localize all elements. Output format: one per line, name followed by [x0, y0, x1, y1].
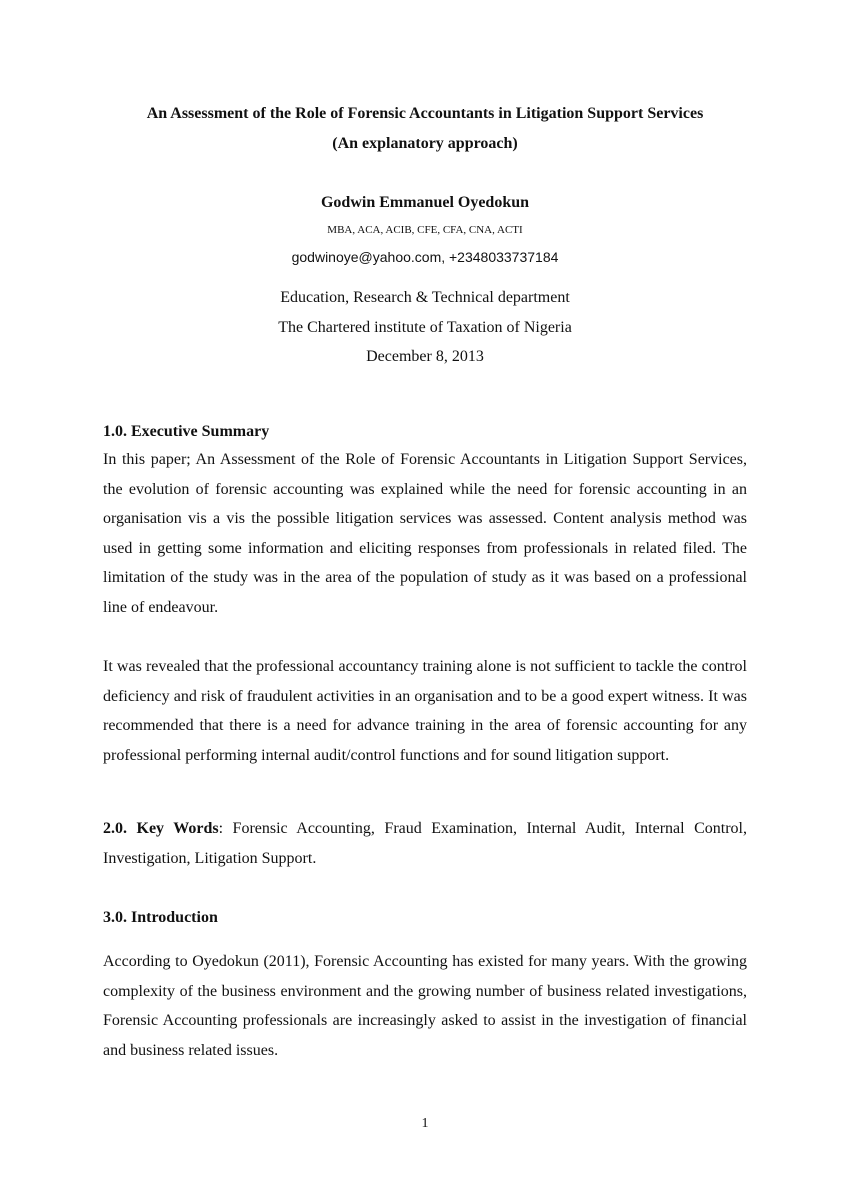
author-credentials: MBA, ACA, ACIB, CFE, CFA, CNA, ACTI — [327, 224, 523, 236]
paper-subtitle: (An explanatory approach) — [332, 135, 518, 152]
author-contact: godwinoye@yahoo.com, +2348033737184 — [291, 249, 559, 265]
introduction-paragraph-1: According to Oyedokun (2011), Forensic Accounting has existed for many years. With the growing complexity of the business environment and the growing number of business related investigations, Forensic Accounting professionals are increasingly asked to assist in the investigation of financial and business related issues. — [103, 953, 747, 1059]
keywords-text: : Forensic Accounting, Fraud Examination, Internal Audit, Internal Control, Investigation, Litigation Support. — [103, 820, 747, 867]
author-institute: The Chartered institute of Taxation of Nigeria — [278, 319, 572, 336]
keywords-paragraph — [103, 814, 747, 873]
author-name: Godwin Emmanuel Oyedokun — [320, 194, 530, 211]
section-heading-executive-summary: 1.0. Executive Summary — [103, 423, 270, 440]
paper-title: An Assessment of the Role of Forensic Accountants in Litigation Support Services — [146, 105, 704, 122]
summary-paragraph-2: It was revealed that the professional accountancy training alone is not sufficient to tackle the control deficiency and risk of fraudulent activities in an organisation and to be a good expert witness. It was recommended that there is a need for advance training in the area of forensic accounting for any professional performing internal audit/control functions and for sound litigation support. — [103, 658, 747, 764]
paper-date: December 8, 2013 — [366, 348, 484, 365]
section-heading-introduction: 3.0. Introduction — [103, 909, 218, 926]
summary-paragraph-1: In this paper; An Assessment of the Role of Forensic Accountants in Litigation Support Services, the evolution of forensic accounting was explained while the need for forensic accounting in an organisation vis a vis the possible litigation services was assessed. Content analysis method was used in getting some information and eliciting responses from professionals in related filed. The limitation of the study was in the area of the population of study as it was based on a professional line of endeavour. — [103, 451, 747, 616]
author-department: Education, Research & Technical department — [280, 289, 570, 306]
page-number: 1 — [421, 1116, 429, 1131]
keywords-label: 2.0. Key Words — [103, 820, 219, 837]
